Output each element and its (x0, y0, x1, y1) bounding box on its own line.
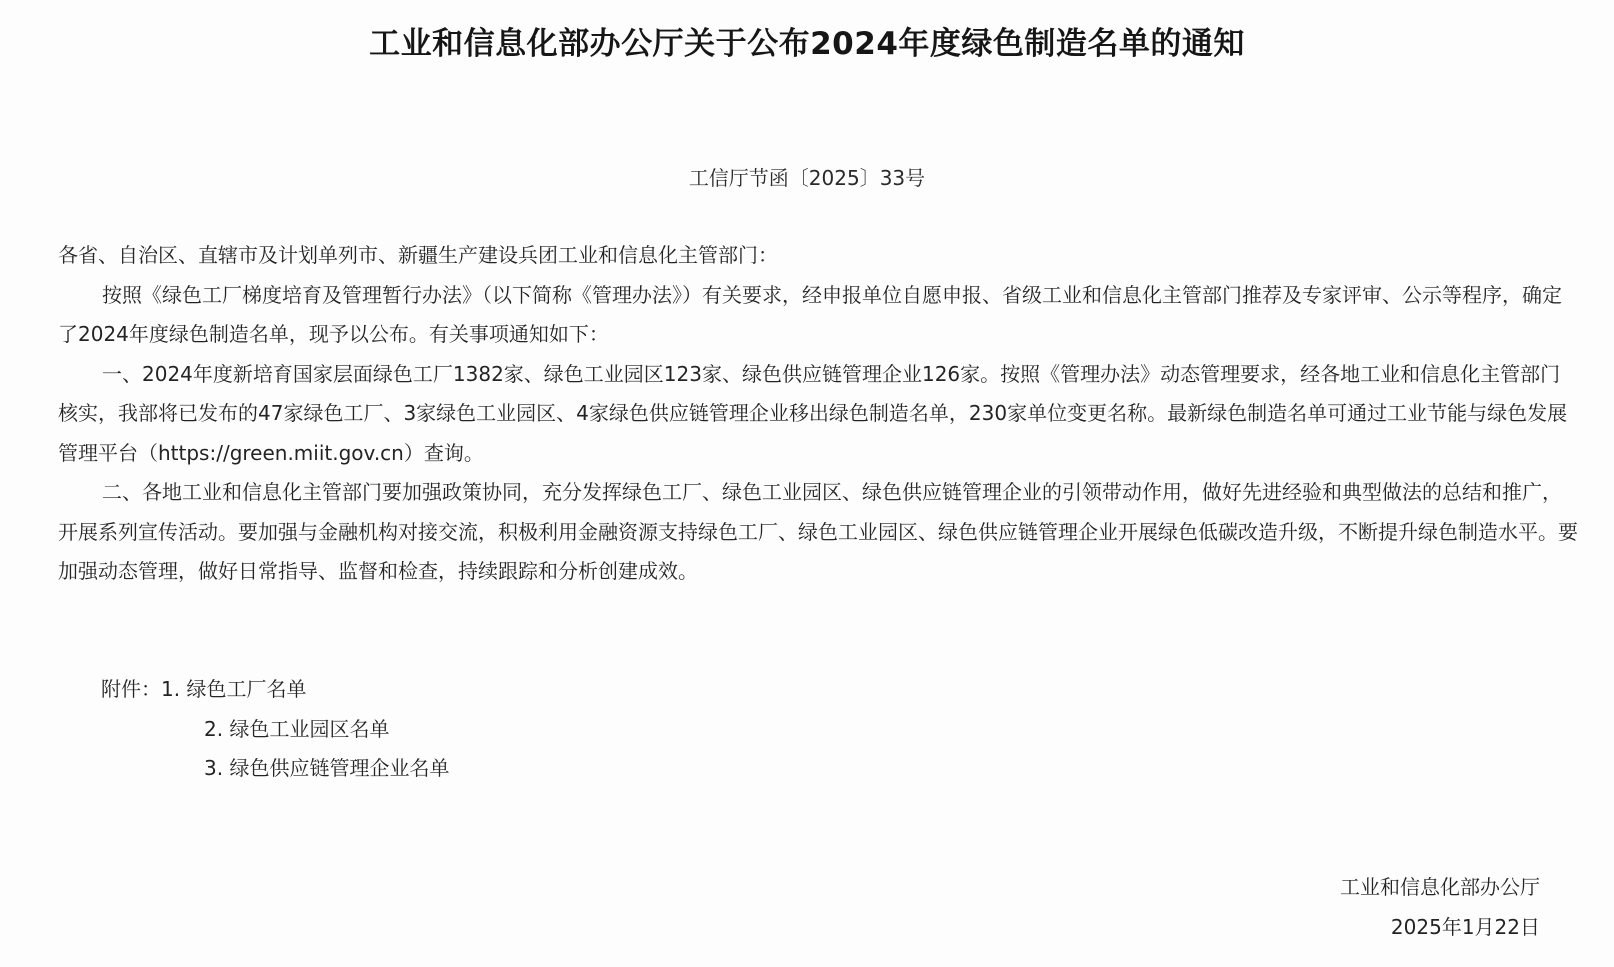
attachments-list (101, 670, 449, 789)
attachment-row (101, 710, 449, 750)
attachment-item: 2. 绿色工业园区名单 (204, 716, 390, 741)
attachments-label: 附件： (101, 677, 161, 701)
signature-block (1340, 868, 1540, 947)
attachment-row (101, 749, 449, 789)
document-body (58, 236, 1580, 592)
addressee: 各省、自治区、直辖市及计划单列市、新疆生产建设兵团工业和信息化主管部门： (58, 243, 778, 267)
attachment-item: 1. 绿色工厂名单 (161, 677, 307, 701)
document-number: 工信厅节函〔2025〕33号 (688, 166, 926, 190)
paragraph-item-two: 二、各地工业和信息化主管部门要加强政策协同，充分发挥绿色工厂、绿色工业园区、绿色供应链管理企业的引领带动作用，做好先进经验和典型做法的总结和推广，开展系列宣传活动。要加强与金融机构对接交流，积极利用金融资源支持绿色工厂、绿色工业园区、绿色供应链管理企业开展绿色低碳改造升级，不断提升绿色制造水平。要加强动态管理，做好日常指导、监督和检查，持续跟踪和分析创建成效。 (58, 480, 1578, 583)
attachment-item: 3. 绿色供应链管理企业名单 (204, 756, 450, 780)
document-title: 工业和信息化部办公厅关于公布2024年度绿色制造名单的通知 (369, 26, 1245, 62)
issuer-name: 工业和信息化部办公厅 (1340, 875, 1540, 899)
paragraph-intro: 按照《绿色工厂梯度培育及管理暂行办法》（以下简称《管理办法》）有关要求，经申报单位自愿申报、省级工业和信息化主管部门推荐及专家评审、公示等程序，确定了2024年度绿色制造名单，现予以公布。有关事项通知如下： (58, 282, 1562, 346)
issue-date: 2025年1月22日 (1390, 914, 1540, 939)
attachment-row (101, 670, 449, 710)
paragraph-item-one: 一、2024年度新培育国家层面绿色工厂1382家、绿色工业园区123家、绿色供应链管理企业126家。按照《管理办法》动态管理要求，经各地工业和信息化主管部门核实，我部将已发布的47家绿色工厂、3家绿色工业园区、4家绿色供应链管理企业移出绿色制造名单，230家单位变更名称。最新绿色制造名单可通过工业节能与绿色发展管理平台（https://green.miit.gov.cn）查询。 (58, 361, 1568, 465)
